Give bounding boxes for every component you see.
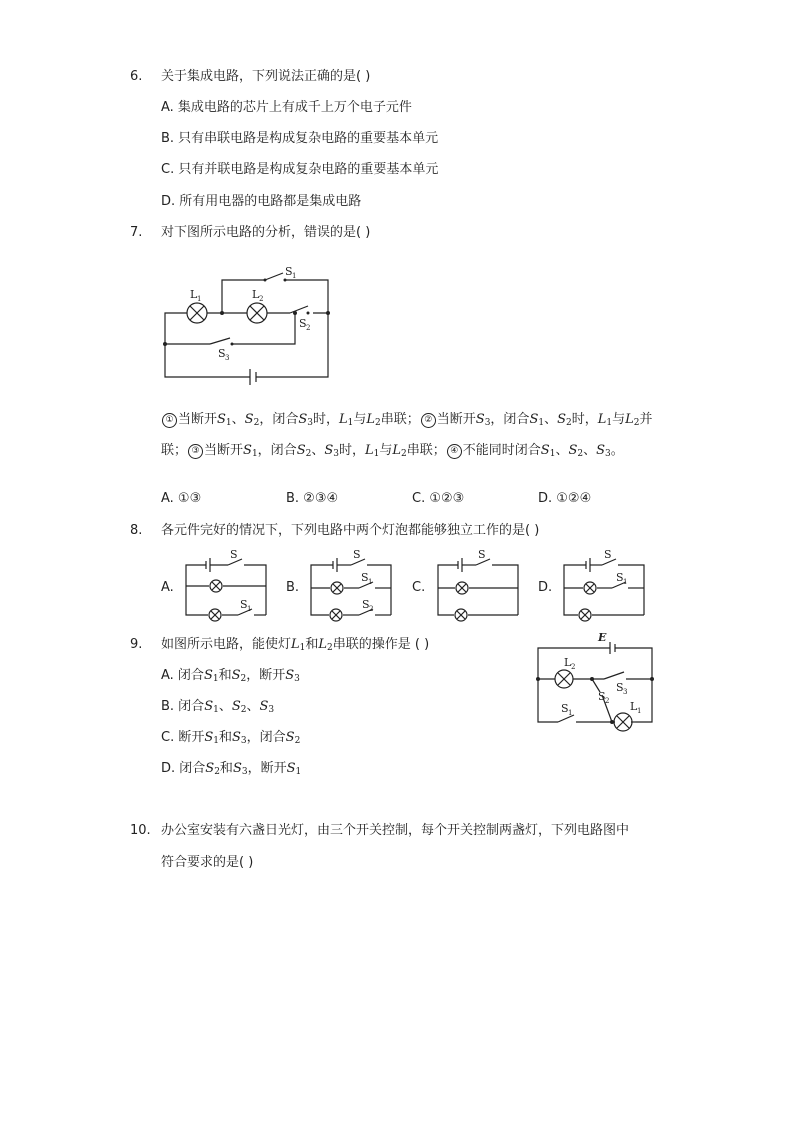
svg-text:1: 1 <box>368 578 373 586</box>
q7-label-s2: S <box>299 317 307 330</box>
svg-text:S: S <box>230 548 238 561</box>
svg-text:1: 1 <box>292 272 297 280</box>
question-6-option-b[interactable]: B. 只有串联电路是构成复杂电路的重要基本单元 <box>161 131 439 146</box>
question-8-stem: 各元件完好的情况下，下列电路中两个灯泡都能够独立工作的是( ) <box>161 523 540 538</box>
question-7-stem: 对下图所示电路的分析，错误的是( ) <box>161 225 371 240</box>
svg-text:3: 3 <box>623 688 628 696</box>
question-6-option-c[interactable]: C. 只有并联电路是构成复杂电路的重要基本单元 <box>161 162 439 177</box>
question-9-option-b[interactable]: B. 闭合$S_1$、$S_2$、$S_3$ <box>161 699 275 715</box>
svg-text:S: S <box>616 571 624 584</box>
svg-text:1: 1 <box>197 295 202 303</box>
q7-circuit-diagram <box>155 262 340 387</box>
svg-text:S: S <box>598 690 606 703</box>
question-9-stem: 如图所示电路，能使灯$L_1$和$L_2$串联的操作是 ( ) <box>161 637 430 653</box>
svg-text:S: S <box>561 702 569 715</box>
svg-text:L: L <box>564 656 572 669</box>
svg-text:2: 2 <box>605 697 610 705</box>
svg-text:L: L <box>630 700 638 713</box>
question-6-number: 6. <box>130 69 143 84</box>
svg-text:S: S <box>361 571 369 584</box>
svg-text:2: 2 <box>571 663 576 671</box>
q7-label-s3: S <box>218 347 226 360</box>
q9-circuit-diagram <box>530 630 660 738</box>
question-8-number: 8. <box>130 523 143 538</box>
question-6-option-a[interactable]: A. 集成电路的芯片上有成千上万个电子元件 <box>161 100 412 115</box>
question-7-option-b[interactable]: B. ②③④ <box>286 491 339 506</box>
question-7-option-a[interactable]: A. ①③ <box>161 491 202 506</box>
svg-text:S: S <box>604 548 612 561</box>
question-9-option-c[interactable]: C. 断开$S_1$和$S_3$，闭合$S_2$ <box>161 730 301 746</box>
question-6-stem: 关于集成电路，下列说法正确的是( ) <box>161 69 371 84</box>
question-10-number: 10. <box>130 823 151 838</box>
svg-text:1: 1 <box>623 578 628 586</box>
question-8-option-b[interactable]: B. <box>286 580 300 595</box>
q8-circuit-a <box>180 548 272 622</box>
question-10-stem-line1: 办公室安装有六盏日光灯，由三个开关控制，每个开关控制两盏灯，下列电路图中 <box>161 823 630 838</box>
question-7-option-c[interactable]: C. ①②③ <box>412 491 465 506</box>
question-8-option-c[interactable]: C. <box>412 580 426 595</box>
svg-text:3: 3 <box>225 354 230 362</box>
svg-text:E: E <box>598 631 607 644</box>
q8-circuit-d <box>558 548 650 622</box>
svg-text:1: 1 <box>247 605 252 613</box>
question-7-option-d[interactable]: D. ①②④ <box>538 491 592 506</box>
question-9-option-a[interactable]: A. 闭合$S_1$和$S_2$，断开$S_3$ <box>161 668 300 684</box>
svg-text:1: 1 <box>568 709 573 717</box>
svg-text:2: 2 <box>369 605 374 613</box>
svg-text:2: 2 <box>306 324 311 332</box>
svg-text:S: S <box>616 681 624 694</box>
question-7-number: 7. <box>130 225 143 240</box>
question-8-option-d[interactable]: D. <box>538 580 553 595</box>
svg-text:2: 2 <box>259 295 264 303</box>
q7-label-s1: S <box>285 265 293 278</box>
q8-circuit-b <box>305 548 397 622</box>
q7-label-l1: L <box>190 288 198 301</box>
q7-statement-line2: 联； ③ 当断开$S_1$，闭合$S_2$、$S_3$时，$L_1$与$L_2$串联； ④ 不能同时闭合$S_1$、$S_2$、$S_3$。 <box>161 443 624 459</box>
svg-text:S: S <box>478 548 486 561</box>
q7-label-l2: L <box>252 288 260 301</box>
question-9-option-d[interactable]: D. 闭合$S_2$和$S_3$，断开$S_1$ <box>161 761 302 777</box>
q8-circuit-c <box>432 548 524 622</box>
svg-text:1: 1 <box>637 707 642 715</box>
question-6-option-d[interactable]: D. 所有用电器的电路都是集成电路 <box>161 194 362 209</box>
svg-text:S: S <box>353 548 361 561</box>
svg-text:S: S <box>362 598 370 611</box>
q7-statement-line1: ① 当断开$S_1$、$S_2$，闭合$S_3$时，$L_1$与$L_2$串联； ② 当断开$S_3$，闭合$S_1$、$S_2$时，$L_1$与$L_2$并 <box>161 411 653 432</box>
question-9-number: 9. <box>130 637 143 652</box>
svg-text:S: S <box>240 598 248 611</box>
question-10-stem-line2: 符合要求的是( ) <box>161 855 254 870</box>
question-8-option-a[interactable]: A. <box>161 580 174 595</box>
